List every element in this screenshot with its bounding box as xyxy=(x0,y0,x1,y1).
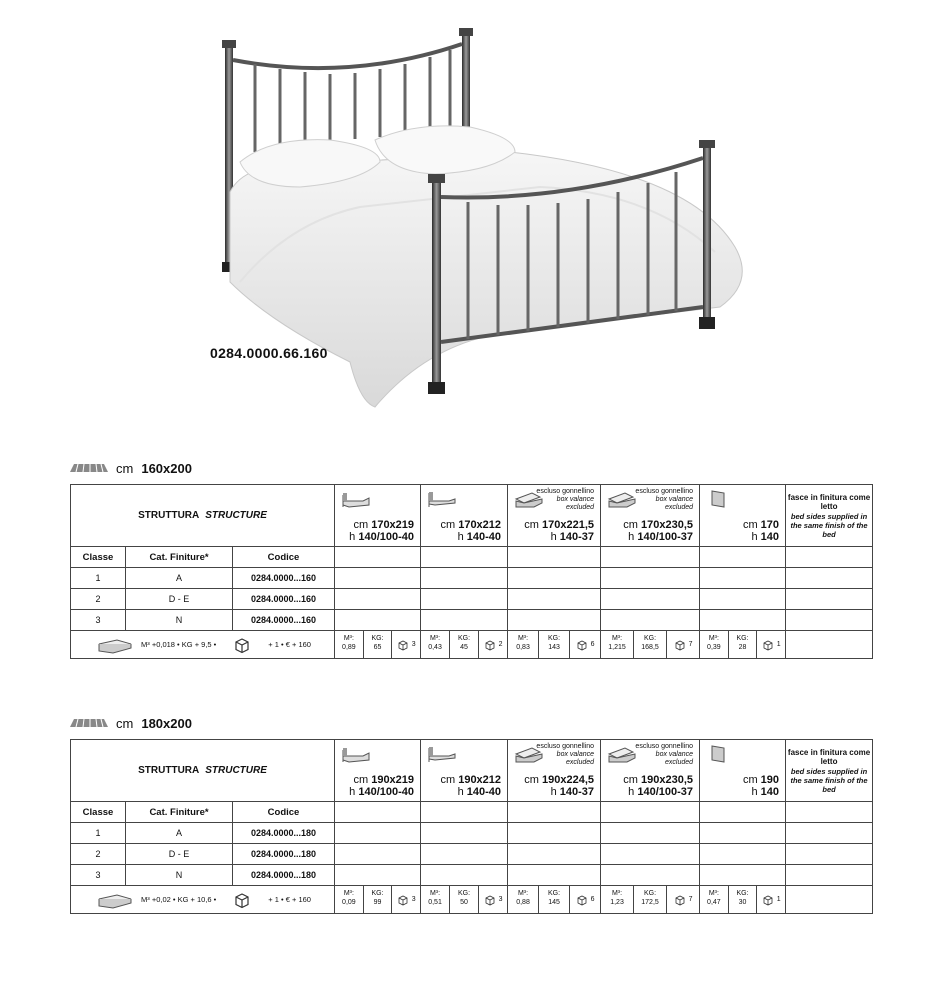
package-icon xyxy=(762,639,774,651)
package-measure-cell: M³: 1,23 KG: 172,5 7 xyxy=(601,886,700,914)
classe-header: Classe xyxy=(71,547,126,568)
package-measure-cell: M³: 0,88 KG: 145 6 xyxy=(508,886,601,914)
bed-low-thumbnail-icon xyxy=(427,744,457,764)
table-row: 1 A 0284.0000...160 xyxy=(71,568,873,589)
valance-note: escluso gonnellino box valance excluded xyxy=(536,743,595,766)
bed-thumbnail-icon xyxy=(341,744,371,764)
unit-label: cm xyxy=(116,715,134,731)
package-icon xyxy=(674,894,686,906)
bed-slats-icon xyxy=(70,463,108,473)
package-measure-cell: M³: 0,47 KG: 30 1 xyxy=(700,886,786,914)
table-row: 3 N 0284.0000...160 xyxy=(71,610,873,631)
table-row: 3 N 0284.0000...180 xyxy=(71,865,873,886)
bed-low-thumbnail-icon xyxy=(427,489,457,509)
unit-label: cm xyxy=(116,460,134,476)
size-value: 180x200 xyxy=(141,715,192,731)
code-header: Codice xyxy=(233,802,335,823)
dimension-column: cm 170 h 140 xyxy=(700,485,786,547)
bed-thumbnail-icon xyxy=(341,489,371,509)
package-measure-cell: M³: 0,43 KG: 45 2 xyxy=(421,631,508,659)
package-icon xyxy=(224,891,260,909)
classe-header: Classe xyxy=(71,802,126,823)
table-row: 2 D - E 0284.0000...180 xyxy=(71,844,873,865)
headboard-thumbnail-icon xyxy=(706,744,736,764)
headboard-thumbnail-icon xyxy=(706,489,736,509)
structure-header: STRUTTURA STRUCTURE xyxy=(71,740,335,802)
package-measure-cell: M³: 0,09 KG: 99 3 xyxy=(335,886,421,914)
dimension-column: escluso gonnellino box valance excluded cm 190x230,5 h 140/100-37 xyxy=(601,740,700,802)
dimension-column: escluso gonnellino box valance excluded cm 170x230,5 h 140/100-37 xyxy=(601,485,700,547)
valance-note: escluso gonnellino box valance excluded xyxy=(635,743,694,766)
storage-option: M³ +0,02 • KG + 10,6 • + 1 • € + 160 xyxy=(71,891,334,909)
metal-bed-illustration xyxy=(210,22,770,422)
table-row: 1 A 0284.0000...180 xyxy=(71,823,873,844)
storage-bed-option-icon xyxy=(97,636,133,654)
storage-bed-option-icon xyxy=(97,891,133,909)
dimension-column: cm 170x212 h 140-40 xyxy=(421,485,508,547)
dimension-column: cm 190 h 140 xyxy=(700,740,786,802)
package-icon xyxy=(674,639,686,651)
valance-note: escluso gonnellino box valance excluded xyxy=(536,488,595,511)
table-row: 2 D - E 0284.0000...160 xyxy=(71,589,873,610)
product-photo xyxy=(210,22,770,422)
storage-option: M³ +0,018 • KG + 9,5 • + 1 • € + 160 xyxy=(71,636,334,654)
code-header: Codice xyxy=(233,547,335,568)
structure-header: STRUTTURA STRUCTURE xyxy=(71,485,335,547)
product-code: 0284.0000.66.160 xyxy=(210,345,328,361)
spec-table xyxy=(70,484,873,659)
package-measure-cell: M³: 0,83 KG: 143 6 xyxy=(508,631,601,659)
package-icon xyxy=(576,894,588,906)
finish-category-header: Cat. Finiture* xyxy=(126,547,233,568)
spec-table xyxy=(70,739,873,914)
spec-table-160 xyxy=(70,484,872,659)
package-icon xyxy=(762,894,774,906)
storage-thumbnail-icon xyxy=(607,744,637,764)
package-measure-cell: M³: 0,39 KG: 28 1 xyxy=(700,631,786,659)
package-measure-cell: M³: 0,51 KG: 50 3 xyxy=(421,886,508,914)
dimension-column: cm 190x219 h 140/100-40 xyxy=(335,740,421,802)
finish-category-header: Cat. Finiture* xyxy=(126,802,233,823)
size-heading-160 xyxy=(70,458,192,478)
package-icon xyxy=(224,636,260,654)
dimension-column: escluso gonnellino box valance excluded cm 170x221,5 h 140-37 xyxy=(508,485,601,547)
bed-sides-note: fasce in finitura come letto bed sides supplied in the same finish of the bed xyxy=(786,485,873,547)
dimension-column: escluso gonnellino box valance excluded cm 190x224,5 h 140-37 xyxy=(508,740,601,802)
storage-thumbnail-icon xyxy=(607,489,637,509)
package-icon xyxy=(484,894,496,906)
package-measure-cell: M³: 0,89 KG: 65 3 xyxy=(335,631,421,659)
package-measure-cell: M³: 1,215 KG: 168,5 7 xyxy=(601,631,700,659)
package-icon xyxy=(484,639,496,651)
dimension-column: cm 170x219 h 140/100-40 xyxy=(335,485,421,547)
valance-note: escluso gonnellino box valance excluded xyxy=(635,488,694,511)
spec-table-180 xyxy=(70,739,872,914)
package-icon xyxy=(576,639,588,651)
bed-sides-note: fasce in finitura come letto bed sides supplied in the same finish of the bed xyxy=(786,740,873,802)
package-icon xyxy=(397,894,409,906)
bed-slats-icon xyxy=(70,718,108,728)
size-heading-180 xyxy=(70,713,192,733)
size-value: 160x200 xyxy=(141,460,192,476)
dimension-column: cm 190x212 h 140-40 xyxy=(421,740,508,802)
package-icon xyxy=(397,639,409,651)
